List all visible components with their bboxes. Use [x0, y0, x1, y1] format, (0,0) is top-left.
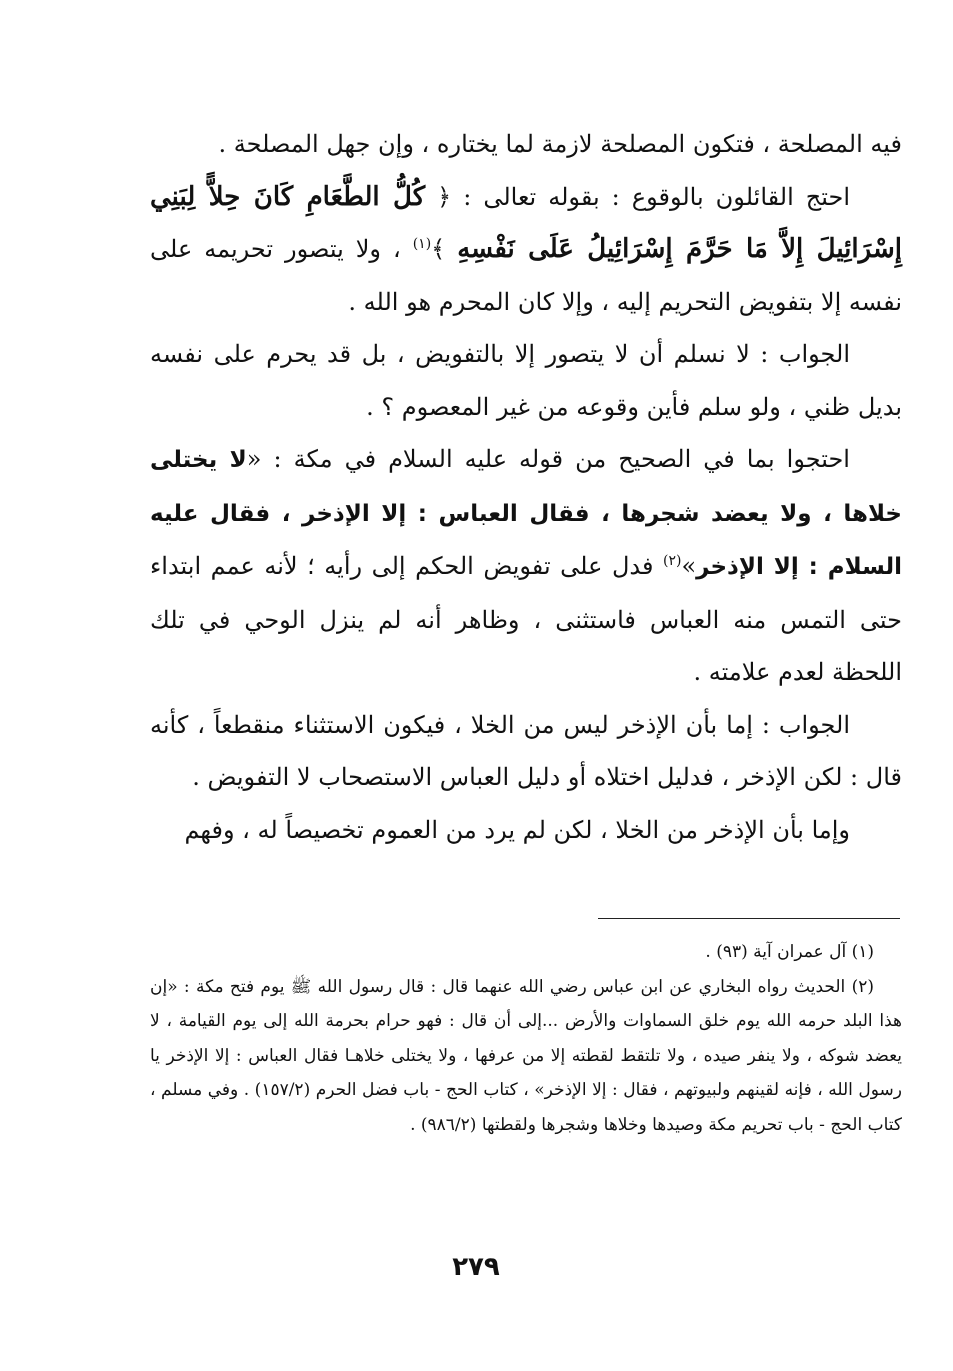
footnote-1: (١) آل عمران آية (٩٣) .: [705, 942, 874, 962]
paragraph-2-intro: احتج القائلون بالوقوع : بقوله تعالى : ﴿: [425, 182, 851, 211]
paragraph-5: الجواب : إما بأن الإذخر ليس من الخلا ، فيكون الاستثناء منقطعاً ، كأنه قال : لكن الإذخر ، فدليل اختلاه أو دليل العباس الاستصحاب لا التفويض .: [150, 710, 902, 791]
footnote-divider: [598, 918, 900, 919]
footnote-ref-2[interactable]: (٢): [662, 553, 682, 569]
quran-verse: كُلُّ الطَّعَامِ كَانَ حِلاًّ لِبَنِي إِسْرَائِيلَ إِلاَّ مَا حَرَّمَ إِسْرَائِيلُ عَلَى نَفْسِهِ: [150, 181, 902, 264]
page-number: ٢٧٩: [452, 1252, 500, 1282]
paragraph-2-rest: ، ولا يتصور تحريمه على نفسه إلا بتفويض التحريم إليه ، وإلا كان المحرم هو الله .: [150, 235, 902, 316]
paragraph-4-intro: احتجوا بما في الصحيح من قوله عليه السلام في مكة : «: [246, 445, 850, 473]
footnote-ref-1[interactable]: (١): [412, 236, 432, 252]
paragraph-2: [150, 171, 902, 329]
paragraph-6: وإما بأن الإذخر من الخلا ، لكن لم يرد من العموم تخصيصاً له ، وفهم: [184, 815, 850, 844]
hadith-close-quote: »: [681, 552, 697, 580]
main-text: [150, 118, 902, 856]
footnote-2: (٢) الحديث رواه البخاري عن ابن عباس رضي الله عنهما قال : قال رسول الله ﷺ يوم فتح مكة : «إن هذا البلد حرمه الله يوم خلق السماوات والأرض ...إلى أن قال : فهو حرام بحرمة الله إلى يوم القيامة ، لا يعضد شوكه ، ولا ينفر صيده ، ولا تلتقط لقطته إلا من عرفها ، ولا يختلى خلاهـا فقال العباس : إلا الإذخر يا رسول الله ، فإنه لقينهم ولبيوتهم ، فقال : إلا الإذخر» ، كتاب الحج - باب فضل الحرم (١٥٧/٢) . وفي مسلم ، كتاب الحج - باب تحريم مكة وصيدها وخلاها وشجرها ولقطتها (٩٨٦/٢) .: [150, 976, 902, 1135]
paragraph-4: [150, 433, 902, 699]
hadith-quote: لا يختلى خلاها ، ولا يعضد شجرها ، فقال العباس : إلا الإذخر ، فقال عليه السلام : إلا الإذخر: [150, 447, 902, 580]
verse-close-bracket: ﴾: [431, 235, 458, 263]
footnotes: [150, 935, 902, 1142]
paragraph-1: فيه المصلحة ، فتكون المصلحة لازمة لما يختاره ، وإن جهل المصلحة .: [218, 130, 902, 158]
paragraph-3: الجواب : لا نسلم أن لا يتصور إلا بالتفويض ، بل قد يحرم على نفسه بديل ظني ، ولو سلم فأين وقوعه من غير المعصوم ؟ .: [150, 340, 902, 421]
paragraph-4-rest: فدل على تفويض الحكم إلى رأيه ؛ لأنه عمم ابتداء حتى التمس منه العباس فاستثنى ، وظاهر أنه لم ينزل الوحي في تلك اللحظة لعدم علامته .: [150, 552, 902, 686]
